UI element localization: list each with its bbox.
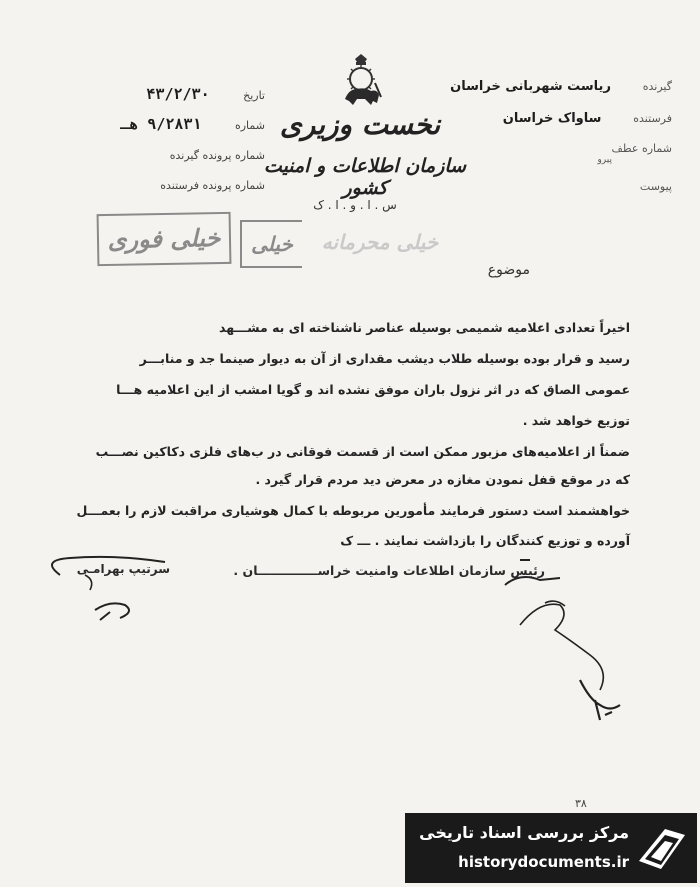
body-line: توزیع خواهد شد . (522, 413, 630, 428)
org-code: س . ا . و . ا . ک (313, 198, 397, 212)
body-line: رسید و قرار بوده بوسیله طلاب دیشب مقداری از آن به دیوار صینما جد و منابـــر (139, 351, 630, 366)
sender-label: فرستنده (633, 112, 672, 125)
signatory-name: سرتیپ بهرامـی (76, 562, 170, 576)
signature-title: رئیس سازمان اطلاعات وامنیت خراســــــــــــــان . (233, 563, 545, 578)
body-line: خواهشمند است دستور فرمایند مأمورین مربوطه با کمال هوشیاری مراقبت لازم را بعمـــل (76, 503, 630, 518)
archive-watermark (405, 813, 697, 883)
body-line: عمومی الصاق که در اثر نزول باران موفق نشده اند و گویا امشب از این اعلامیه هـــا (116, 382, 630, 397)
number-label: شماره (234, 119, 265, 132)
body-line: آورده و توزیع کنندگان را بازداشت نمایند . ـــ ک (340, 533, 630, 548)
sender-file-label: شماره پرونده فرستنده (160, 179, 265, 192)
recipient-file-label: شماره پرونده گیرنده (169, 149, 265, 162)
attachment-label: پیوست (639, 180, 672, 193)
recipient-label: گیرنده (642, 80, 672, 93)
date-value: ۴۳/۲/۳۰ (146, 85, 210, 103)
confidential-stamp-faint: خیلی محرمانه (321, 230, 439, 254)
page-ref-number: ۳۸ (575, 797, 587, 810)
lion-and-sun-emblem-icon (335, 53, 387, 107)
body-line: ضمناً از اعلامیه‌های مزبور ممکن است از قسمت فوقانی در ب‌های فلزی دکاکین نصـــب (95, 444, 630, 459)
ref-sub-label: پیرو (597, 155, 612, 165)
ref-label: شماره عطف (611, 142, 672, 155)
archive-logo-icon (635, 821, 689, 875)
sender-value: ساواک خراسان (502, 111, 602, 126)
org-title-secondary: سازمان اطلاعات و امنیت کشور (263, 155, 467, 199)
watermark-title: مرکز بررسی اسناد تاریخی (419, 823, 629, 842)
urgent-stamp: خیلی فوری (97, 212, 232, 266)
recipient-value: ریاست شهربانی خراسان (450, 79, 611, 94)
body-line: که در موقع قفل نمودن مغازه در معرض دید مردم قرار گیرد . (255, 472, 630, 487)
urgent-stamp-partial: خیلی (240, 220, 302, 268)
body-line: اخیراً تعدادی اعلامیه شمیمی بوسیله عناصر ناشناخته ای به مشـــهد (218, 320, 630, 335)
watermark-url: historydocuments.ir (458, 853, 629, 871)
subject-label: موضوع (487, 262, 530, 278)
number-value: ۹/۲۸۳۱ هـ (120, 115, 202, 133)
date-label: تاریخ (243, 89, 265, 102)
org-title-primary: نخست وزیری (279, 108, 441, 141)
